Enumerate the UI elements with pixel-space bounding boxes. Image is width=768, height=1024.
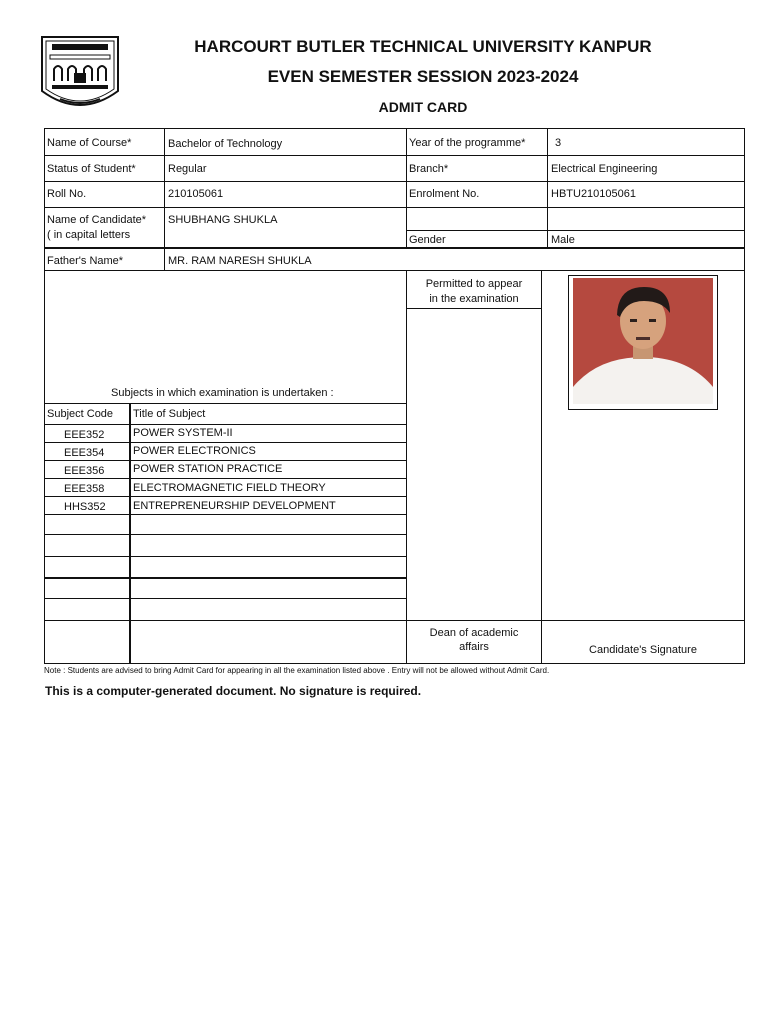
enrolment-value: HBTU210105061: [551, 188, 637, 200]
gender-value: Male: [551, 234, 575, 246]
course-value: Bachelor of Technology: [168, 138, 283, 150]
col-subject-code: Subject Code: [47, 408, 114, 420]
candidate-label: Name of Candidate*: [47, 214, 147, 226]
branch-label: Branch*: [409, 163, 449, 175]
permitted-line-2: in the examination: [429, 293, 519, 305]
computer-generated-note: This is a computer-generated document. No signature is required.: [45, 684, 422, 698]
permitted-line-1: Permitted to appear: [425, 278, 523, 290]
footer-note: Note : Students are advised to bring Admit Card for appearing in all the examination listed above . Entry will not be allowed without Admit Card.: [44, 666, 550, 675]
candidate-signature-label: Candidate's Signature: [589, 644, 697, 656]
roll-value: 210105061: [168, 188, 224, 200]
subject-title: ENTREPRENEURSHIP DEVELOPMENT: [133, 500, 336, 512]
status-value: Regular: [168, 163, 207, 175]
year-value: 3: [555, 137, 562, 149]
roll-label: Roll No.: [47, 188, 87, 200]
status-label: Status of Student*: [47, 163, 136, 175]
subjects-caption: Subjects in which examination is undertaken :: [111, 387, 334, 399]
course-label: Name of Course*: [47, 137, 132, 149]
subject-title: ELECTROMAGNETIC FIELD THEORY: [133, 482, 326, 494]
subject-code: EEE352: [64, 429, 105, 441]
col-subject-title: Title of Subject: [133, 408, 206, 420]
branch-value: Electrical Engineering: [551, 163, 658, 175]
dean-label-line-1: Dean of academic: [429, 627, 519, 639]
father-value: MR. RAM NARESH SHUKLA: [168, 255, 312, 267]
candidate-photo: [568, 275, 718, 410]
subject-title: POWER SYSTEM-II: [133, 427, 233, 439]
session-title: EVEN SEMESTER SESSION 2023-2024: [267, 67, 579, 86]
father-label: Father's Name*: [47, 255, 124, 267]
subject-title: POWER ELECTRONICS: [133, 445, 256, 457]
candidate-label-note: ( in capital letters: [47, 229, 131, 241]
subject-title: POWER STATION PRACTICE: [133, 463, 283, 475]
gender-label: Gender: [409, 234, 446, 246]
subject-code: HHS352: [64, 501, 106, 513]
candidate-value: SHUBHANG SHUKLA: [168, 214, 278, 226]
subject-code: EEE354: [64, 447, 105, 459]
enrolment-label: Enrolment No.: [409, 188, 480, 200]
subject-code: EEE358: [64, 483, 105, 495]
admit-card-title: ADMIT CARD: [378, 99, 468, 115]
year-label: Year of the programme*: [409, 137, 526, 149]
dean-label-line-2: affairs: [459, 641, 489, 653]
university-name: HARCOURT BUTLER TECHNICAL UNIVERSITY KANPUR: [194, 37, 652, 56]
subject-code: EEE356: [64, 465, 105, 477]
